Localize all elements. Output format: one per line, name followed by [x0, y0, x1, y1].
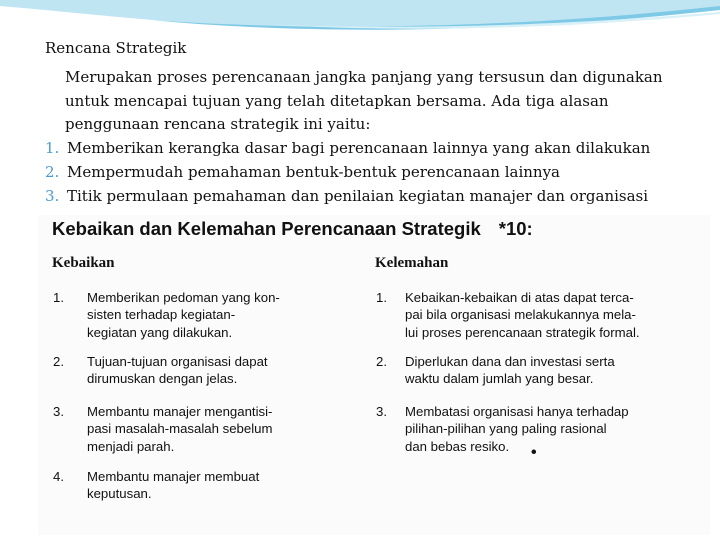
- kelemahan-item: 3. Membatasi organisasi hanya terhadap pilihan-pilihan yang paling rasional dan bebas resiko.: [376, 404, 629, 454]
- kelemahan-item: 1. Kebaikan-kebaikan di atas dapat terca- pai bila organisasi melakukannya mela- lui proses perencanaan strategik formal.: [376, 290, 640, 340]
- kelemahan-heading: Kelemahan: [375, 255, 449, 271]
- slide-heading: Rencana Strategik: [45, 39, 187, 57]
- kebaikan-heading: Kebaikan: [52, 255, 115, 271]
- reasons-list: [45, 136, 650, 208]
- intro-bullet: [45, 66, 685, 137]
- header-swoosh: [0, 0, 720, 40]
- kebaikan-item: 3. Membantu manajer mengantisi- pasi masalah-masalah sebelum menjadi parah.: [53, 404, 273, 454]
- scan-artifact-dot: •: [531, 444, 537, 461]
- intro-text: Merupakan proses perencanaan jangka panjang yang tersusun dan digunakan untuk mencapai tujuan yang telah ditetapkan bersama. Ada tiga alasan penggunaan rencana strategik ini yaitu:: [65, 68, 663, 133]
- kebaikan-item: 4. Membantu manajer membuat keputusan.: [53, 469, 260, 502]
- kebaikan-item: 1. Memberikan pedoman yang kon- sisten terhadap kegiatan- kegiatan yang dilakukan.: [53, 290, 280, 340]
- scan-title: Kebaikan dan Kelemahan Perencanaan Strategik *10:: [52, 218, 533, 239]
- list-item: 2. Mempermudah pemahaman bentuk-bentuk perencanaan lainnya: [45, 163, 561, 181]
- kelemahan-item: 2. Diperlukan dana dan investasi serta waktu dalam jumlah yang besar.: [376, 354, 615, 387]
- list-item: 3. Titik permulaan pemahaman dan penilaian kegiatan manajer dan organisasi: [45, 187, 649, 205]
- kebaikan-item: 2. Tujuan-tujuan organisasi dapat dirumuskan dengan jelas.: [53, 354, 268, 387]
- scan-reference: *10:: [498, 218, 533, 239]
- list-item: 1. Memberikan kerangka dasar bagi perencanaan lainnya yang akan dilakukan: [45, 139, 651, 157]
